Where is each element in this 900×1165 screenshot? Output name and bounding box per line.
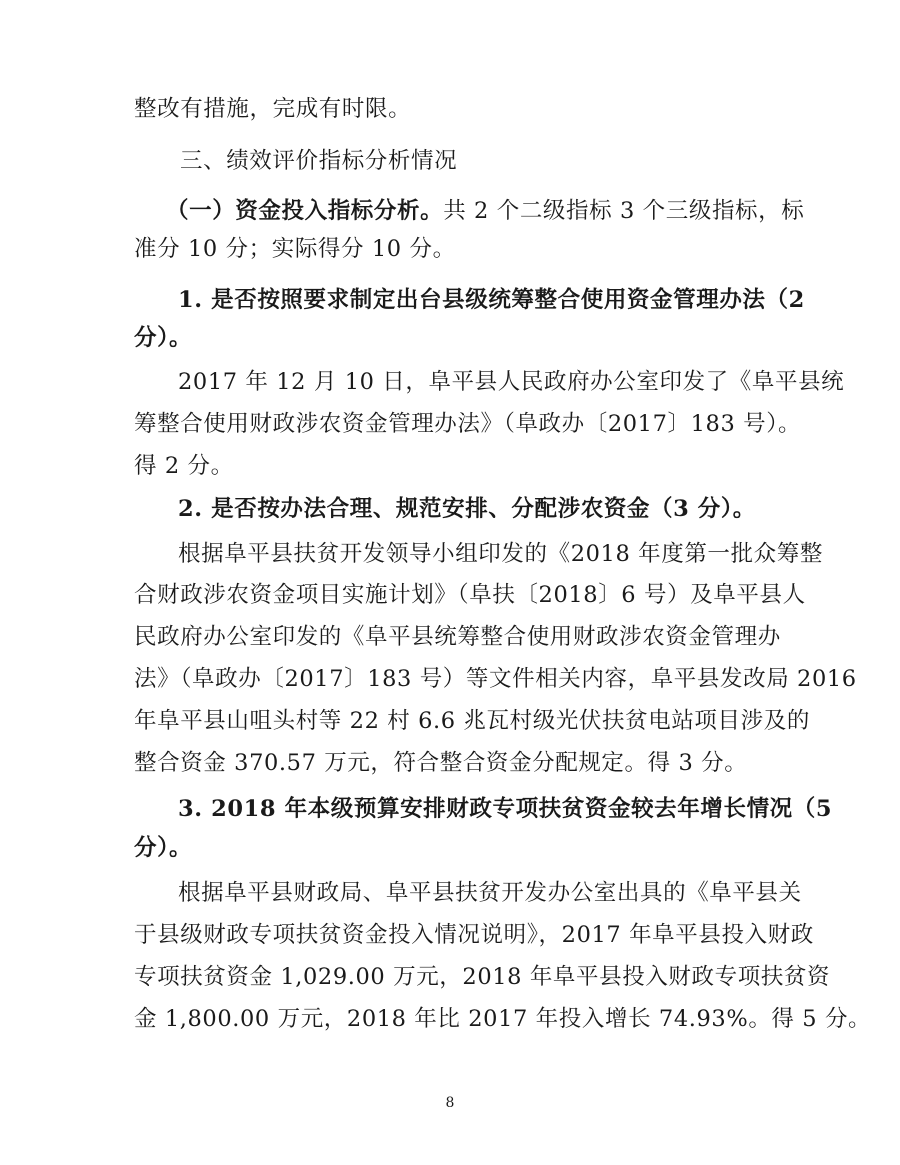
indicator-heading: 3. 2018 年本级预算安排财政专项扶贫资金较去年增长情况（5 (178, 796, 833, 822)
page-number: 8 (445, 1095, 455, 1111)
paragraph-line: 根据阜平县财政局、阜平县扶贫开发办公室出具的《阜平县关 (178, 880, 802, 906)
indicator-heading: 1. 是否按照要求制定出台县级统筹整合使用资金管理办法（2 (178, 287, 805, 313)
subsection-summary: 共 2 个二级指标 3 个三级指标，标 (443, 198, 805, 224)
subsection-heading: （一）资金投入指标分析。 (166, 198, 444, 224)
paragraph-line: 2017 年 12 月 10 日，阜平县人民政府办公室印发了《阜平县统 (178, 369, 845, 395)
paragraph-line: 年阜平县山咀头村等 22 村 6.6 兆瓦村级光伏扶贫电站项目涉及的 (134, 708, 810, 734)
paragraph-line: 于县级财政专项扶贫资金投入情况说明》，2017 年阜平县投入财政 (134, 922, 814, 948)
paragraph-line: 根据阜平县扶贫开发领导小组印发的《2018 年度第一批众筹整 (178, 541, 823, 567)
paragraph-line: 得 2 分。 (134, 453, 234, 479)
paragraph-line: 准分 10 分；实际得分 10 分。 (134, 236, 456, 262)
paragraph-line: 筹整合使用财政涉农资金管理办法》（阜政办〔2017〕183 号）。 (134, 411, 802, 437)
paragraph-line: 合财政涉农资金项目实施计划》（阜扶〔2018〕6 号）及阜平县人 (134, 582, 806, 608)
section-heading: 三、绩效评价指标分析情况 (180, 148, 458, 174)
paragraph-line: 整合资金 370.57 万元，符合整合资金分配规定。得 3 分。 (134, 750, 748, 776)
indicator-heading: 分）。 (134, 835, 193, 861)
paragraph-line: 整改有措施，完成有时限。 (134, 96, 412, 122)
paragraph-line: 专项扶贫资金 1,029.00 万元，2018 年阜平县投入财政专项扶贫资 (134, 964, 831, 990)
indicator-heading: 2. 是否按办法合理、规范安排、分配涉农资金（3 分）。 (178, 496, 756, 522)
paragraph-line: 民政府办公室印发的《阜平县统筹整合使用财政涉农资金管理办 (134, 624, 781, 650)
subsection-heading-line (0, 200, 900, 223)
paragraph-line: 金 1,800.00 万元，2018 年比 2017 年投入增长 74.93%。得 5 分。 (134, 1006, 872, 1032)
indicator-heading: 分）。 (134, 325, 193, 351)
paragraph-line: 法》（阜政办〔2017〕183 号）等文件相关内容，阜平县发改局 2016 (134, 666, 857, 692)
